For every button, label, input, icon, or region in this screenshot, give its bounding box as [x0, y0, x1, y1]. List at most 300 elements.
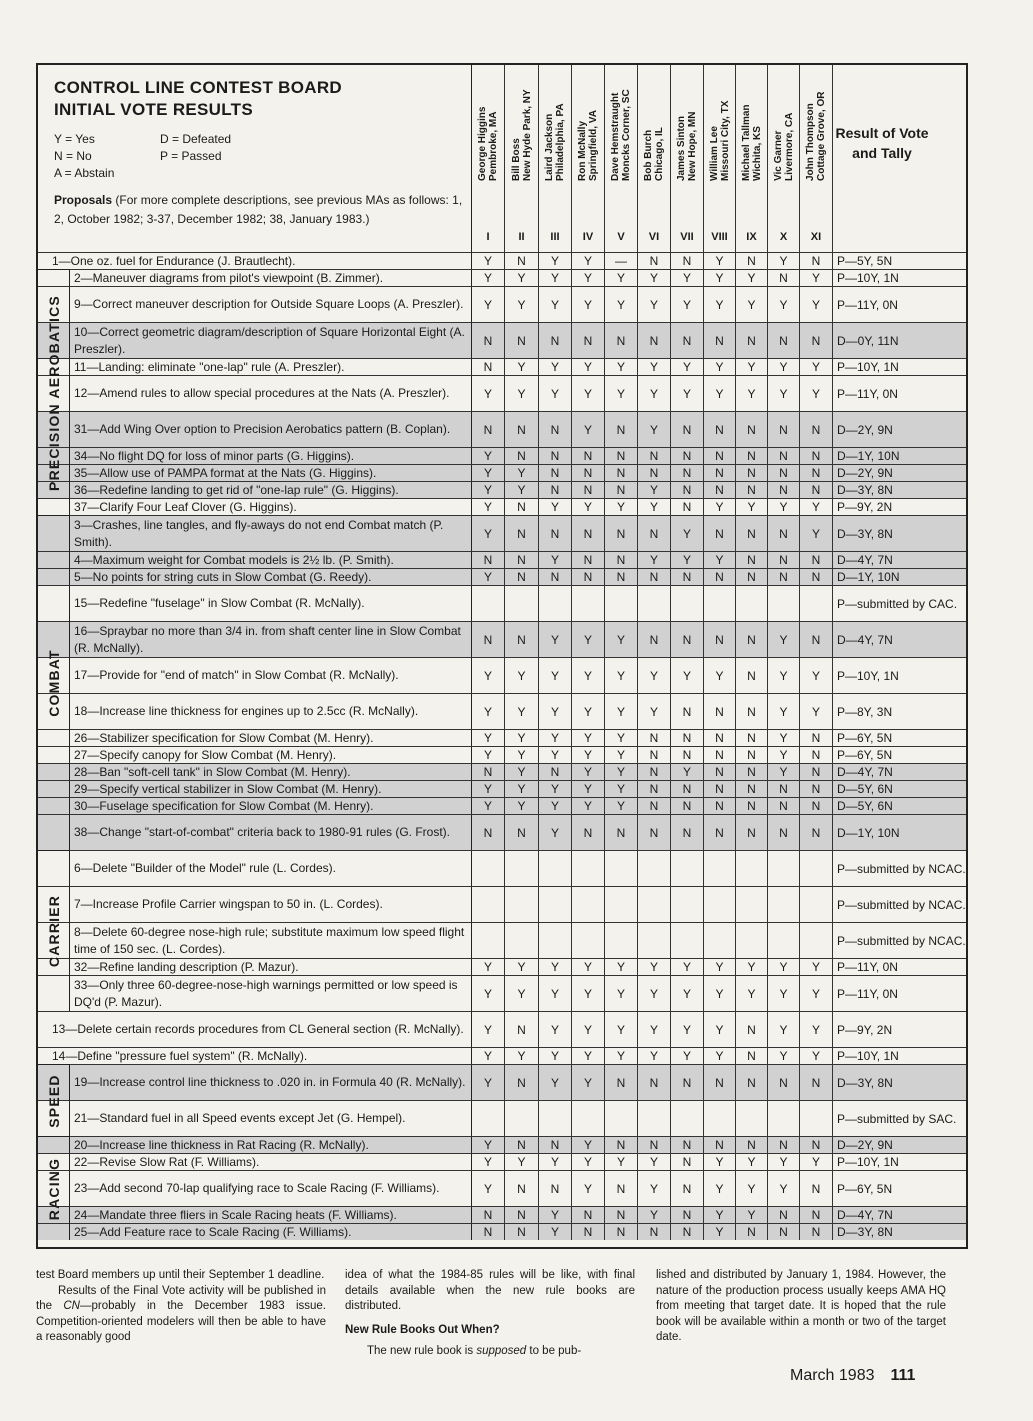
- vote-cell: Y: [605, 287, 638, 322]
- vote-cell: Y: [539, 1048, 572, 1064]
- vote-cell: N: [800, 622, 833, 657]
- voter-name: [577, 110, 599, 181]
- vote-cell: [704, 586, 736, 621]
- voter-place-line: Springfield, VA: [588, 110, 599, 181]
- voter-roman-numeral: VIII: [711, 231, 728, 243]
- vote-cell: N: [638, 730, 671, 746]
- vote-cell: N: [605, 569, 638, 585]
- vote-cell: Y: [736, 959, 768, 975]
- vote-result: P—submitted by CAC.: [837, 596, 958, 611]
- vote-result: P—10Y, 1N: [837, 271, 899, 285]
- vote-cell: Y: [572, 1154, 605, 1170]
- vote-cell: [505, 851, 539, 886]
- vote-cell: [505, 887, 539, 922]
- table-row: [38, 729, 966, 746]
- vote-cell: [736, 887, 768, 922]
- vote-cell: [572, 887, 605, 922]
- vote-cell: N: [704, 622, 736, 657]
- vote-cell: Y: [605, 730, 638, 746]
- vote-cell: N: [572, 552, 605, 568]
- vote-cell: Y: [472, 376, 505, 411]
- table-row: [38, 780, 966, 797]
- vote-cell: [505, 586, 539, 621]
- vote-cell: N: [572, 323, 605, 358]
- proposal-description: 11—Landing: eliminate "one-lap" rule (A. Preszler).: [70, 359, 472, 375]
- vote-cell: Y: [472, 1048, 505, 1064]
- vote-cell: N: [768, 569, 800, 585]
- vote-cell: N: [768, 482, 800, 498]
- vote-cell: N: [800, 412, 833, 447]
- vote-cell: Y: [605, 270, 638, 286]
- vote-cell: Y: [768, 1171, 800, 1206]
- vote-cell: Y: [800, 270, 833, 286]
- vote-cell: Y: [768, 287, 800, 322]
- vote-cell: Y: [638, 412, 671, 447]
- vote-cell: N: [505, 516, 539, 551]
- voter-roman-numeral: IX: [746, 231, 757, 243]
- vote-cell: Y: [472, 959, 505, 975]
- vote-cell: N: [605, 1171, 638, 1206]
- title-line-2: INITIAL VOTE RESULTS: [54, 100, 253, 119]
- proposal-description: 32—Refine landing description (P. Mazur).: [70, 959, 472, 975]
- vote-cell: Y: [505, 747, 539, 763]
- proposal-description: 18—Increase line thickness for engines up to 2.5cc (R. McNally).: [70, 694, 472, 729]
- vote-cell: Y: [736, 1207, 768, 1223]
- vote-result: P—9Y, 2N: [837, 1022, 893, 1037]
- voter-column-header: [736, 65, 768, 252]
- vote-cell: Y: [539, 1154, 572, 1170]
- vote-cell: N: [800, 569, 833, 585]
- footer-col1b-cn: CN: [63, 1300, 80, 1312]
- vote-cell: Y: [638, 499, 671, 515]
- table-row: [38, 286, 966, 322]
- vote-cell: Y: [472, 1012, 505, 1047]
- vote-cell: N: [671, 1137, 704, 1153]
- voter-name: [709, 101, 731, 181]
- vote-cell: [768, 586, 800, 621]
- vote-cell: N: [539, 482, 572, 498]
- vote-cell: N: [768, 1065, 800, 1100]
- footer-col2b-pre: The new rule book is: [367, 1345, 477, 1357]
- table-row: [38, 447, 966, 464]
- vote-cell: Y: [671, 359, 704, 375]
- vote-cell: N: [736, 694, 768, 729]
- vote-result: P—6Y, 5N: [837, 731, 893, 745]
- vote-cell: Y: [605, 976, 638, 1011]
- table-row: [38, 551, 966, 568]
- vote-result: D—4Y, 7N: [837, 765, 893, 779]
- vote-cell: Y: [505, 694, 539, 729]
- vote-cell: Y: [505, 798, 539, 814]
- vote-cell: Y: [704, 376, 736, 411]
- vote-cell: Y: [539, 959, 572, 975]
- vote-cell: N: [605, 323, 638, 358]
- table-row: [38, 498, 966, 515]
- vote-cell: Y: [638, 1207, 671, 1223]
- vote-cell: [671, 1101, 704, 1136]
- vote-cell: N: [671, 499, 704, 515]
- page-footer: [790, 1367, 915, 1385]
- voter-place-line: Pembroke, MA: [488, 111, 499, 181]
- vote-cell: [539, 586, 572, 621]
- voter-column-header: [638, 65, 671, 252]
- vote-cell: [572, 923, 605, 958]
- voter-place-line: New Hyde Park, NY: [521, 89, 533, 181]
- vote-cell: Y: [539, 622, 572, 657]
- proposals-label: Proposals: [54, 193, 113, 207]
- vote-cell: N: [671, 465, 704, 481]
- voter-roman-numeral: VII: [680, 231, 694, 243]
- vote-cell: N: [539, 1137, 572, 1153]
- vote-result: P—6Y, 5N: [837, 748, 893, 762]
- vote-cell: Y: [704, 1012, 736, 1047]
- vote-cell: N: [605, 516, 638, 551]
- vote-cell: N: [704, 781, 736, 797]
- vote-cell: [472, 1101, 505, 1136]
- voter-name: [773, 113, 795, 181]
- vote-result: P—11Y, 0N: [837, 986, 898, 1001]
- table-row: [38, 1153, 966, 1170]
- table-row: [38, 515, 966, 551]
- vote-cell: N: [736, 448, 768, 464]
- legend-yes: Y = Yes: [54, 132, 95, 146]
- table-row: [38, 1011, 966, 1047]
- vote-cell: Y: [638, 694, 671, 729]
- vote-cell: [472, 586, 505, 621]
- vote-cell: N: [671, 1065, 704, 1100]
- vote-cell: Y: [800, 694, 833, 729]
- vote-cell: [800, 923, 833, 958]
- vote-cell: Y: [671, 976, 704, 1011]
- table-row: [38, 693, 966, 729]
- voter-place-line: Missouri City, TX: [719, 100, 731, 181]
- vote-cell: [505, 923, 539, 958]
- vote-cell: Y: [605, 376, 638, 411]
- vote-cell: Y: [505, 1048, 539, 1064]
- vote-cell: Y: [472, 270, 505, 286]
- vote-cell: N: [736, 747, 768, 763]
- vote-cell: Y: [605, 499, 638, 515]
- voter-name: [610, 89, 632, 181]
- vote-cell: Y: [605, 359, 638, 375]
- proposal-description: 17—Provide for "end of match" in Slow Combat (R. McNally).: [70, 658, 472, 693]
- voter-name-line: Ron McNally: [577, 120, 588, 181]
- vote-cell: Y: [736, 499, 768, 515]
- voter-place-line: New Hope, MN: [687, 111, 698, 181]
- vote-cell: Y: [605, 959, 638, 975]
- vote-cell: [539, 851, 572, 886]
- proposal-description: 38—Change "start-of-combat" criteria back to 1980-91 rules (G. Frost).: [70, 815, 472, 850]
- vote-cell: Y: [638, 959, 671, 975]
- vote-cell: Y: [671, 376, 704, 411]
- vote-cell: [768, 887, 800, 922]
- vote-cell: N: [768, 552, 800, 568]
- vote-cell: Y: [572, 359, 605, 375]
- vote-cell: N: [505, 323, 539, 358]
- voter-name-line: John Thompson: [805, 103, 816, 181]
- vote-cell: Y: [505, 976, 539, 1011]
- vote-cell: N: [539, 764, 572, 780]
- proposal-description: 31—Add Wing Over option to Precision Aerobatics pattern (B. Coplan).: [70, 412, 472, 447]
- proposal-description: 1—One oz. fuel for Endurance (J. Brautlecht).: [38, 253, 472, 269]
- vote-cell: [736, 851, 768, 886]
- vote-cell: N: [638, 448, 671, 464]
- footer-col1-para2: [36, 1284, 326, 1346]
- voter-name: [805, 92, 827, 181]
- vote-cell: N: [768, 1224, 800, 1240]
- vote-cell: Y: [472, 747, 505, 763]
- vote-cell: Y: [539, 1012, 572, 1047]
- category-label-cell: [38, 515, 70, 850]
- voter-name: [676, 112, 698, 181]
- vote-cell: Y: [768, 1154, 800, 1170]
- vote-cell: Y: [638, 658, 671, 693]
- vote-cell: N: [800, 1171, 833, 1206]
- vote-cell: N: [605, 448, 638, 464]
- vote-cell: N: [736, 1012, 768, 1047]
- vote-cell: N: [539, 516, 572, 551]
- vote-cell: N: [472, 815, 505, 850]
- table-row: [38, 958, 966, 975]
- voter-roman-numeral: V: [617, 231, 625, 243]
- vote-result: P—10Y, 1N: [837, 668, 899, 683]
- table-row: [38, 1047, 966, 1064]
- vote-cell: N: [505, 1137, 539, 1153]
- table-row: [38, 1206, 966, 1223]
- vote-cell: Y: [736, 287, 768, 322]
- voter-place-line: Livermore, CA: [783, 112, 795, 181]
- vote-cell: Y: [800, 959, 833, 975]
- vote-cell: Y: [671, 270, 704, 286]
- vote-cell: Y: [605, 622, 638, 657]
- proposal-description: 27—Specify canopy for Slow Combat (M. Henry).: [70, 747, 472, 763]
- proposal-description: 19—Increase control line thickness to .020 in. in Formula 40 (R. McNally).: [70, 1065, 472, 1100]
- vote-cell: Y: [505, 287, 539, 322]
- vote-cell: N: [800, 448, 833, 464]
- footer-column-1: [36, 1268, 326, 1346]
- vote-cell: Y: [572, 976, 605, 1011]
- vote-cell: [605, 1101, 638, 1136]
- vote-cell: Y: [704, 359, 736, 375]
- vote-cell: Y: [768, 658, 800, 693]
- vote-cell: N: [671, 781, 704, 797]
- vote-cell: Y: [539, 730, 572, 746]
- vote-cell: Y: [800, 1012, 833, 1047]
- vote-cell: N: [704, 516, 736, 551]
- vote-cell: Y: [539, 552, 572, 568]
- vote-cell: N: [704, 482, 736, 498]
- vote-result: D—4Y, 7N: [837, 1208, 893, 1222]
- vote-cell: Y: [638, 552, 671, 568]
- vote-cell: [671, 586, 704, 621]
- vote-cell: Y: [472, 287, 505, 322]
- vote-result: D—2Y, 9N: [837, 466, 893, 480]
- vote-cell: Y: [605, 1048, 638, 1064]
- vote-cell: N: [472, 764, 505, 780]
- table-row: [38, 1223, 966, 1240]
- vote-cell: Y: [671, 764, 704, 780]
- page-number: 111: [890, 1367, 916, 1384]
- vote-cell: Y: [539, 287, 572, 322]
- table-row: [38, 269, 966, 286]
- vote-cell: Y: [638, 1154, 671, 1170]
- vote-cell: N: [671, 569, 704, 585]
- vote-cell: Y: [800, 976, 833, 1011]
- table-row: [38, 1136, 966, 1153]
- vote-cell: Y: [472, 482, 505, 498]
- vote-cell: [736, 1101, 768, 1136]
- voter-name: [477, 107, 499, 181]
- vote-cell: [605, 851, 638, 886]
- category-label: CARRIER: [45, 894, 62, 968]
- vote-cell: N: [605, 465, 638, 481]
- vote-cell: Y: [472, 516, 505, 551]
- table-row: [38, 850, 966, 886]
- vote-cell: Y: [572, 1065, 605, 1100]
- voter-roman-numeral: XI: [810, 231, 822, 243]
- vote-cell: [768, 851, 800, 886]
- vote-cell: N: [800, 1224, 833, 1240]
- vote-cell: Y: [638, 287, 671, 322]
- vote-cell: N: [638, 781, 671, 797]
- vote-cell: Y: [539, 694, 572, 729]
- vote-cell: N: [800, 730, 833, 746]
- vote-cell: N: [671, 323, 704, 358]
- vote-cell: Y: [671, 516, 704, 551]
- vote-cell: Y: [800, 658, 833, 693]
- category-label-cell: [38, 1064, 70, 1136]
- vote-cell: N: [736, 412, 768, 447]
- vote-cell: Y: [472, 781, 505, 797]
- vote-cell: Y: [704, 1048, 736, 1064]
- vote-result: D—5Y, 6N: [837, 782, 893, 796]
- vote-result: P—submitted by NCAC.: [837, 933, 966, 948]
- vote-cell: Y: [768, 1048, 800, 1064]
- vote-cell: Y: [704, 499, 736, 515]
- proposal-description: 7—Increase Profile Carrier wingspan to 50 in. (L. Cordes).: [70, 887, 472, 922]
- vote-cell: [539, 887, 572, 922]
- table-row: [38, 411, 966, 447]
- table-row: [38, 797, 966, 814]
- vote-result: D—1Y, 10N: [837, 449, 900, 463]
- vote-cell: N: [605, 1065, 638, 1100]
- vote-cell: Y: [572, 376, 605, 411]
- proposal-description: 9—Correct maneuver description for Outside Square Loops (A. Preszler).: [70, 287, 472, 322]
- category-label: RACING: [45, 1157, 62, 1220]
- vote-cell: Y: [539, 270, 572, 286]
- table-row: [38, 975, 966, 1011]
- vote-cell: N: [505, 552, 539, 568]
- vote-cell: Y: [539, 747, 572, 763]
- vote-cell: Y: [638, 1048, 671, 1064]
- vote-result: D—5Y, 6N: [837, 799, 893, 813]
- vote-cell: N: [736, 465, 768, 481]
- vote-cell: N: [671, 798, 704, 814]
- vote-cell: [572, 1101, 605, 1136]
- legend-no: N = No: [54, 149, 92, 163]
- vote-cell: [800, 586, 833, 621]
- vote-cell: Y: [472, 465, 505, 481]
- vote-cell: N: [768, 323, 800, 358]
- vote-cell: N: [505, 499, 539, 515]
- vote-cell: N: [472, 359, 505, 375]
- category-label: PRECISION AEROBATICS: [45, 294, 62, 491]
- vote-cell: Y: [605, 694, 638, 729]
- voter-place-line: Chicago, IL: [654, 127, 665, 181]
- vote-cell: N: [505, 1207, 539, 1223]
- vote-cell: N: [638, 323, 671, 358]
- vote-cell: N: [800, 781, 833, 797]
- vote-cell: N: [605, 1207, 638, 1223]
- vote-cell: Y: [768, 959, 800, 975]
- vote-result: D—3Y, 8N: [837, 483, 893, 497]
- vote-cell: N: [638, 253, 671, 269]
- vote-cell: Y: [605, 1012, 638, 1047]
- voter-place-line: Wichita, KS: [751, 126, 763, 181]
- vote-result: P—submitted by NCAC.: [837, 897, 966, 912]
- vote-cell: [800, 887, 833, 922]
- vote-cell: [638, 923, 671, 958]
- vote-cell: Y: [800, 1154, 833, 1170]
- vote-cell: N: [800, 1065, 833, 1100]
- vote-cell: [572, 851, 605, 886]
- vote-cell: Y: [768, 764, 800, 780]
- vote-result: D—0Y, 11N: [837, 333, 899, 348]
- vote-result: D—4Y, 7N: [837, 553, 893, 567]
- vote-cell: N: [800, 552, 833, 568]
- vote-cell: N: [800, 465, 833, 481]
- vote-cell: N: [800, 747, 833, 763]
- proposal-description: 6—Delete "Builder of the Model" rule (L. Cordes).: [70, 851, 472, 886]
- table-row: [38, 568, 966, 585]
- vote-cell: Y: [472, 976, 505, 1011]
- vote-cell: Y: [800, 376, 833, 411]
- vote-result: P—6Y, 5N: [837, 1181, 893, 1196]
- vote-cell: N: [800, 1137, 833, 1153]
- vote-cell: Y: [572, 764, 605, 780]
- vote-cell: N: [736, 323, 768, 358]
- vote-cell: Y: [539, 499, 572, 515]
- voter-place-line: Moncks Corner, SC: [621, 89, 632, 181]
- vote-cell: N: [505, 253, 539, 269]
- vote-cell: Y: [505, 376, 539, 411]
- proposal-description: 10—Correct geometric diagram/description of Square Horizontal Eight (A. Preszler).: [70, 323, 472, 358]
- vote-cell: N: [736, 482, 768, 498]
- vote-cell: Y: [638, 482, 671, 498]
- vote-cell: N: [605, 482, 638, 498]
- vote-cell: Y: [539, 798, 572, 814]
- vote-cell: N: [472, 622, 505, 657]
- voter-name-line: George Higgins: [477, 106, 488, 181]
- vote-cell: N: [736, 552, 768, 568]
- vote-result: P—11Y, 0N: [837, 386, 898, 401]
- vote-result: P—10Y, 1N: [837, 1049, 899, 1063]
- vote-result: D—3Y, 8N: [837, 1225, 893, 1239]
- vote-cell: N: [736, 1065, 768, 1100]
- vote-cell: Y: [539, 1065, 572, 1100]
- vote-cell: [671, 923, 704, 958]
- vote-cell: Y: [736, 359, 768, 375]
- vote-result: D—4Y, 7N: [837, 632, 893, 647]
- vote-cell: N: [505, 1224, 539, 1240]
- vote-cell: N: [638, 516, 671, 551]
- voter-roman-numeral: IV: [582, 231, 594, 243]
- vote-cell: [800, 1101, 833, 1136]
- vote-cell: Y: [704, 658, 736, 693]
- voter-name: [741, 104, 763, 181]
- vote-cell: Y: [800, 287, 833, 322]
- vote-cell: Y: [505, 781, 539, 797]
